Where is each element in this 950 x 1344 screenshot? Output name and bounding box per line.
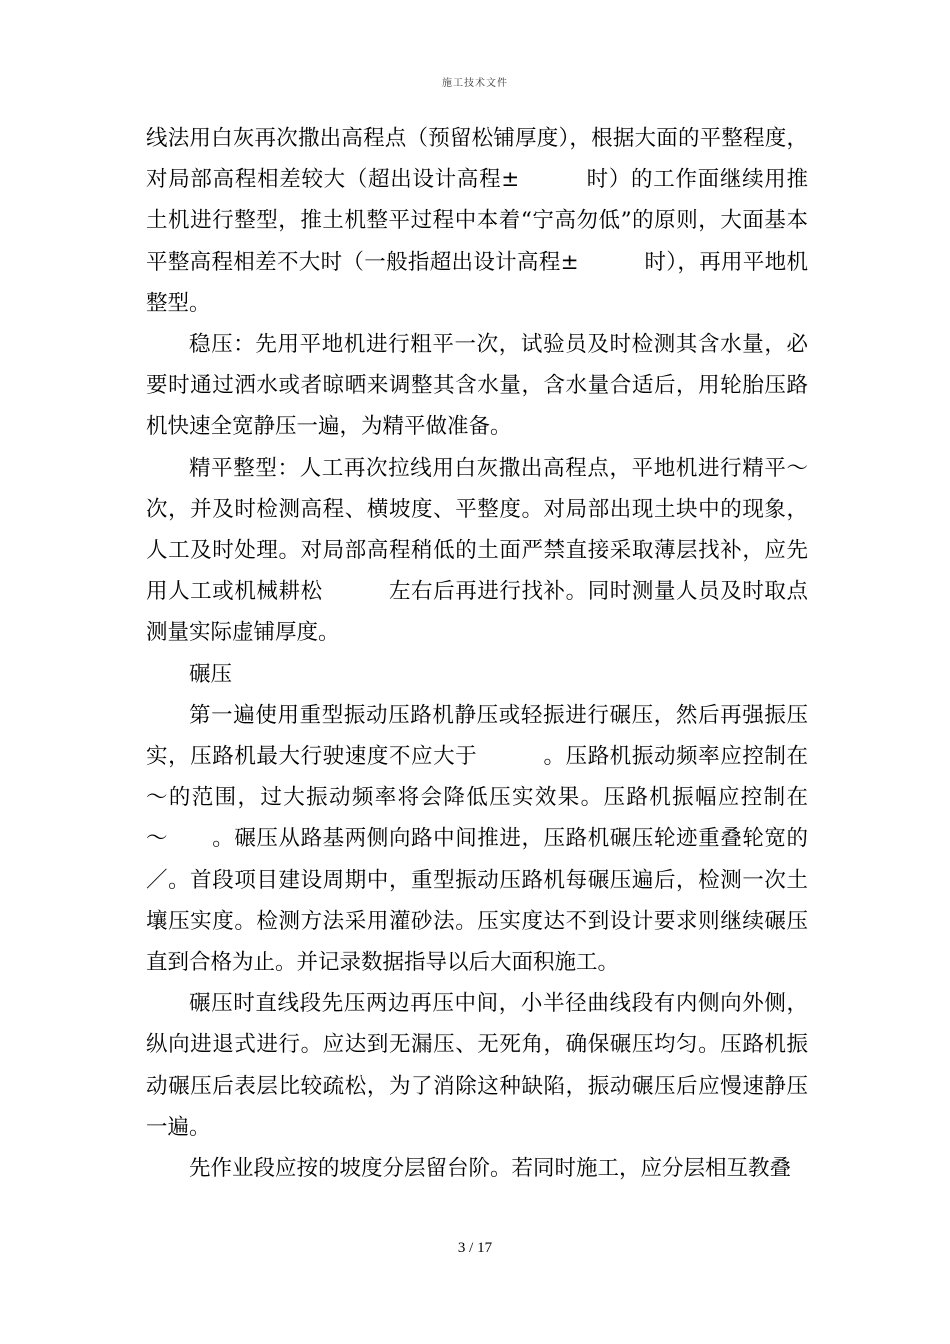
paragraph-first-pass: 第一遍使用重型振动压路机静压或轻振进行碾压，然后再强振压实，压路机最大行驶速度不应大于 。压路机振动频率应控制在～的范围，过大振动频率将会降低压实效果。压路机振幅应控制在～ 。碾压从路基两侧向路中间推进，压路机碾压轮迹重叠轮宽的／。首段项目建设周期中，重型振动压路机每碾压遍后，检测一次土壤压实度。检测方法采用灌砂法。压实度达不到设计要求则继续碾压直到合格为止。并记录数据指导以后大面积施工。	[146, 702, 808, 976]
paragraph-fine-grading: 精平整型：人工再次拉线用白灰撒出高程点，平地机进行精平～次，并及时检测高程、横坡度、平整度。对局部出现土块中的现象，人工及时处理。对局部高程稍低的土面严禁直接采取薄层找补，应先用人工或机械耕松 左右后再进行找补。同时测量人员及时取点测量实际虚铺厚度。	[146, 455, 808, 646]
paragraph-compaction-order: 碾压时直线段先压两边再压中间，小半径曲线段有内侧向外侧，纵向进退式进行。应达到无漏压、无死角，确保碾压均匀。压路机振动碾压后表层比较疏松，为了消除这种缺陷，振动碾压后应慢速静压一遍。	[146, 991, 808, 1140]
paragraph-stabilizing: 稳压：先用平地机进行粗平一次，试验员及时检测其含水量，必要时通过洒水或者晾晒来调整其含水量，含水量合适后，用轮胎压路机快速全宽静压一遍，为精平做准备。	[146, 332, 808, 440]
paragraph-work-section: 先作业段应按的坡度分层留台阶。若同时施工，应分层相互教叠	[189, 1156, 792, 1182]
page-header: 施工技术文件	[442, 78, 508, 89]
paragraph-continuation: 线法用白灰再次撒出高程点（预留松铺厚度），根据大面的平整程度，对局部高程相差较大（超出设计高程± 时）的工作面继续用推土机进行整型，推土机整平过程中本着“宁高勿低”的原则，大面基本平整高程相差不大时（一般指超出设计高程± 时），再用平地机整型。	[146, 126, 808, 316]
page-number: 3 / 17	[457, 1240, 493, 1256]
section-heading-compaction: 碾压	[189, 661, 233, 687]
document-body	[146, 118, 808, 1189]
